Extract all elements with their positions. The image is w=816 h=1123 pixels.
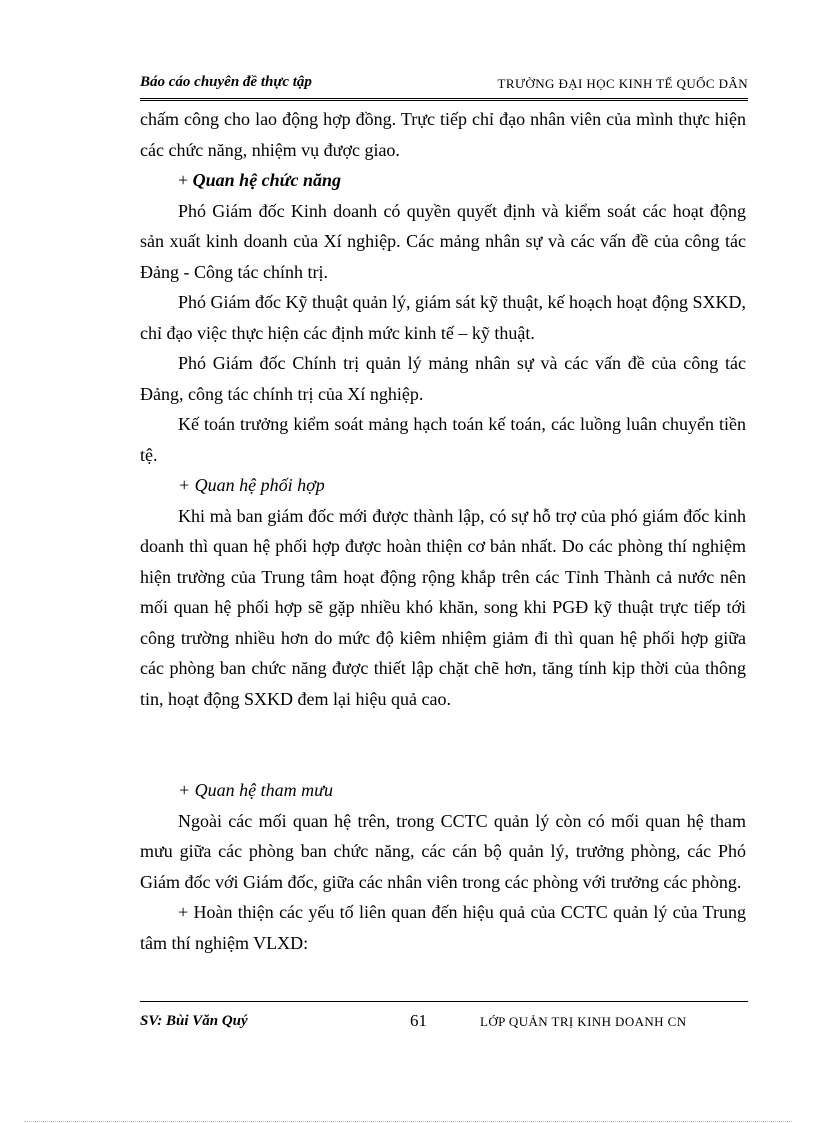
page-bottom-dotted-line: [24, 1121, 792, 1122]
paragraph-7: Ngoài các mối quan hệ trên, trong CCTC quản lý còn có mối quan hệ tham mưu giữa các phòng ban chức năng, các cán bộ quản lý, trưởng phòng, các Phó Giám đốc với Giám đốc, giữa các nhân viên trong các phòng với trưởng các phòng.: [140, 810, 746, 892]
paragraph-6: Khi mà ban giám đốc mới được thành lập, có sự hỗ trợ của phó giám đốc kinh doanh thì quan hệ phối hợp được hoàn thiện cơ bản nhất. Do các phòng thí nghiệm hiện trường của Trung tâm hoạt động rộng khắp trên các Tỉnh Thành cả nước nên mối quan hệ phối hợp sẽ gặp nhiều khó khăn, song khi PGĐ kỹ thuật trực tiếp tới công trường nhiều hơn do mức độ kiêm nhiệm giảm đi thì quan hệ phối hợp giữa các phòng ban chức năng được thiết lập chặt chẽ hơn, tăng tính kịp thời của thông tin, hoạt động SXKD đem lại hiệu quả cao.: [140, 505, 746, 709]
page-header: [140, 72, 748, 101]
header-university: TRƯỜNG ĐẠI HỌC KINH TẾ QUỐC DÂN: [497, 76, 748, 91]
heading-coordination-relations: + Quan hệ phối hợp: [178, 475, 325, 495]
heading-functional-relations: [140, 165, 746, 196]
paragraph-8: + Hoàn thiện các yếu tố liên quan đến hiệu quả của CCTC quản lý của Trung tâm thí nghiệm VLXD:: [140, 902, 746, 953]
paragraph-1: chấm công cho lao động hợp đồng. Trực tiếp chỉ đạo nhân viên của mình thực hiện các chức năng, nhiệm vụ được giao.: [140, 109, 746, 160]
heading-advisory-relations: + Quan hệ tham mưu: [178, 780, 333, 800]
paragraph-5: Kế toán trưởng kiểm soát mảng hạch toán kế toán, các luồng luân chuyển tiền tệ.: [140, 414, 746, 465]
header-report-title: Báo cáo chuyên đề thực tập: [140, 74, 312, 90]
paragraph-2: Phó Giám đốc Kinh doanh có quyền quyết định và kiểm soát các hoạt động sản xuất kinh doanh của Xí nghiệp. Các mảng nhân sự và các vấn đề của công tác Đảng - Công tác chính trị.: [140, 200, 746, 282]
footer-student-name: SV: Bùi Văn Quý: [140, 1013, 248, 1029]
blank-gap: [140, 714, 746, 775]
page-number: 61: [410, 1011, 427, 1030]
heading-prefix: +: [178, 170, 193, 190]
document-body: [140, 104, 746, 958]
paragraph-3: Phó Giám đốc Kỹ thuật quản lý, giám sát kỹ thuật, kế hoạch hoạt động SXKD, chỉ đạo việc thực hiện các định mức kinh tế – kỹ thuật.: [140, 292, 746, 343]
footer-class-name: LỚP QUẢN TRỊ KINH DOANH CN: [480, 1014, 687, 1029]
heading-text: Quan hệ chức năng: [192, 170, 341, 190]
paragraph-4: Phó Giám đốc Chính trị quản lý mảng nhân sự và các vấn đề của công tác Đảng, công tác chính trị của Xí nghiệp.: [140, 353, 746, 404]
page-footer: [140, 1001, 748, 1032]
